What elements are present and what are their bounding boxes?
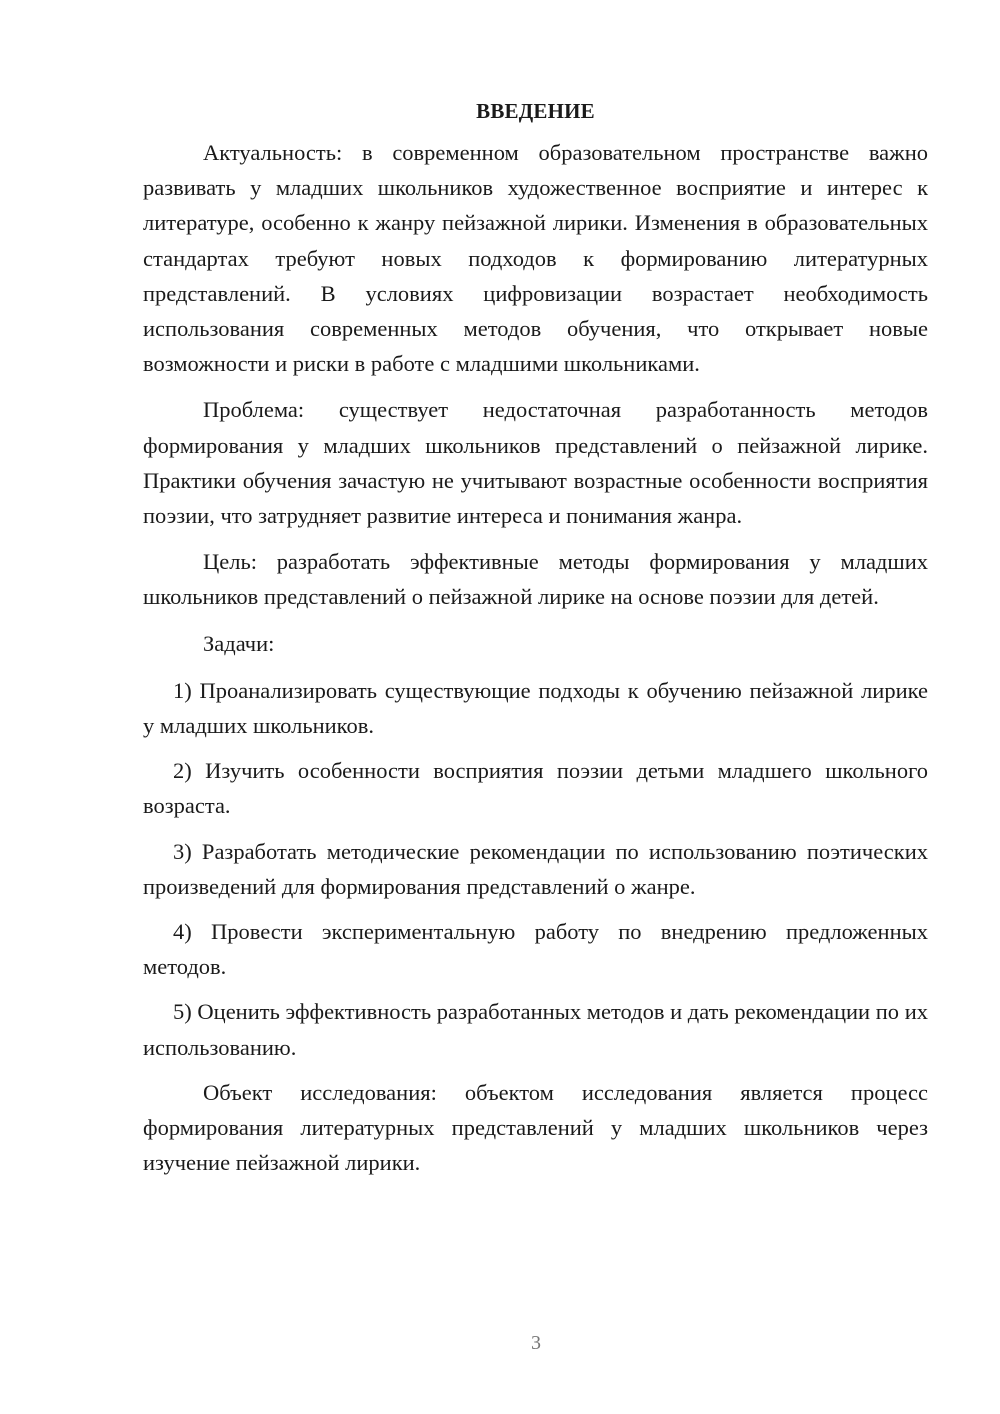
task-item-1: 1) Проанализировать существующие подходы к обучению пейзажной лирике у младших школьников. bbox=[143, 677, 928, 739]
task-item-5: 5) Оценить эффективность разработанных методов и дать рекомендации по их использованию. bbox=[143, 999, 928, 1060]
goal-paragraph: Цель: разработать эффективные методы формирования у младших школьников представлений о пейзажной лирике на основе поэзии для детей. bbox=[143, 549, 928, 610]
task-item-2: 2) Изучить особенности восприятия поэзии детьми младшего школьного возраста. bbox=[143, 758, 928, 819]
problem-paragraph: Проблема: существует недостаточная разработанность методов формирования у младших школьников представлений о пейзажной лирике. Практики обучения зачастую не учитывают возрастные особенности восприятия поэзии, что затрудняет развитие интереса и понимания жанра. bbox=[143, 397, 928, 529]
object-paragraph: Объект исследования: объектом исследования является процесс формирования литературных представлений у младших школьников через изучение пейзажной лирики. bbox=[143, 1079, 928, 1176]
task-item-3: 3) Разработать методические рекомендации по использованию поэтических произведений для формирования представлений о жанре. bbox=[143, 838, 928, 899]
document-page bbox=[143, 96, 928, 1191]
relevance-paragraph: Актуальность: в современном образовательном пространстве важно развивать у младших школьников художественное восприятие и интерес к литературе, особенно к жанру пейзажной лирики. Изменения в образовательных стандартах требуют новых подходов к формированию литературных представлений. В условиях цифровизации возрастает необходимость использования современных методов обучения, что открывает новые возможности и риски в работе с младшими школьниками. bbox=[143, 140, 928, 377]
tasks-label: Задачи: bbox=[203, 630, 275, 656]
section-title: ВВЕДЕНИЕ bbox=[476, 99, 595, 123]
task-item-4: 4) Провести экспериментальную работу по внедрению предложенных методов. bbox=[143, 919, 928, 980]
page-number: 3 bbox=[531, 1332, 541, 1354]
